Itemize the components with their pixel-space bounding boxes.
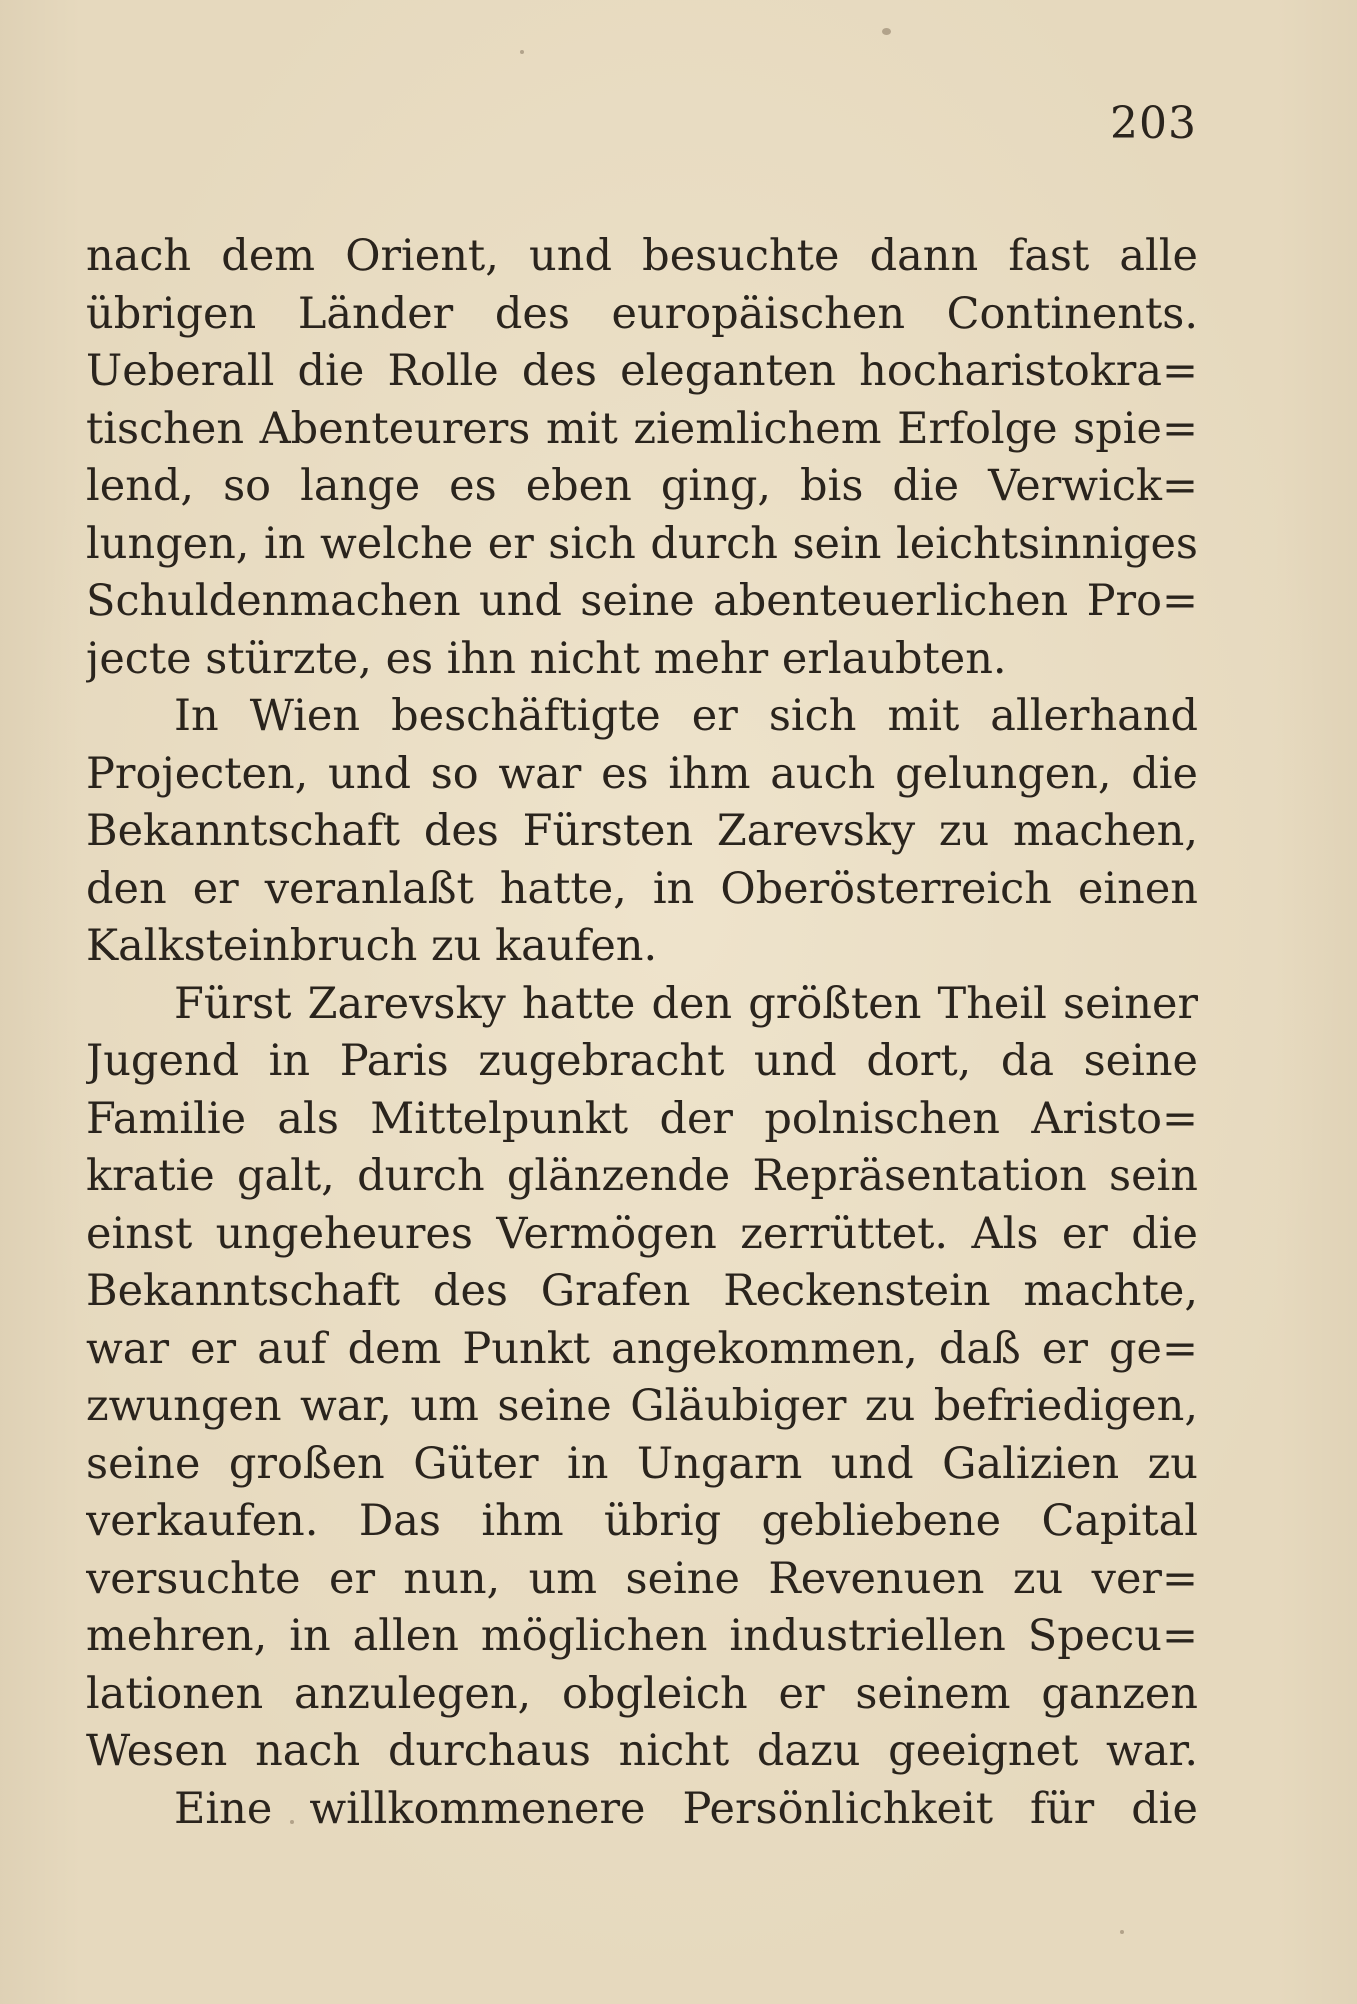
text-line: Eine willkommenere Persönlichkeit für die — [174, 1783, 1198, 1834]
text-line: versuchte er nun, um seine Revenuen zu ver= — [86, 1553, 1198, 1604]
text-line: verkaufen. Das ihm übrig gebliebene Capital — [86, 1496, 1198, 1546]
text-line: Kalksteinbruch zu kaufen. — [86, 921, 658, 971]
text-line: Familie als Mittelpunkt der polnischen Aristo= — [86, 1093, 1198, 1144]
text-line: Wesen nach durchaus nicht dazu geeignet war. — [86, 1726, 1198, 1776]
text-line: Bekanntschaft des Fürsten Zarevsky zu machen, — [86, 806, 1198, 856]
paper-speck — [1120, 1930, 1124, 1934]
body-text — [86, 228, 1198, 1838]
page-number: 203 — [1110, 98, 1197, 149]
text-line: den er veranlaßt hatte, in Oberösterreich einen — [86, 863, 1198, 914]
text-line: mehren, in allen möglichen industriellen Specu= — [86, 1611, 1198, 1661]
text-line: Ueberall die Rolle des eleganten hocharistokra= — [86, 346, 1198, 396]
text-line: seine großen Güter in Ungarn und Galizien zu — [86, 1438, 1198, 1489]
text-line: Schuldenmachen und seine abenteuerlichen Pro= — [86, 576, 1198, 626]
text-line: Fürst Zarevsky hatte den größten Theil seiner — [174, 978, 1198, 1029]
text-line: tischen Abenteurers mit ziemlichem Erfolge spie= — [86, 403, 1198, 454]
text-line: nach dem Orient, und besuchte dann fast alle — [86, 231, 1198, 281]
text-line: war er auf dem Punkt angekommen, daß er ge= — [86, 1323, 1198, 1374]
text-line: Jugend in Paris zugebracht und dort, da seine — [86, 1036, 1198, 1086]
text-line: lungen, in welche er sich durch sein leichtsinniges — [86, 518, 1198, 569]
text-line: übrigen Länder des europäischen Continents. — [86, 288, 1198, 339]
text-line: lationen anzulegen, obgleich er seinem ganzen — [86, 1668, 1198, 1719]
text-line: zwungen war, um seine Gläubiger zu befriedigen, — [86, 1381, 1198, 1431]
paper-speck — [882, 28, 891, 35]
text-line: In Wien beschäftigte er sich mit allerhand — [174, 691, 1198, 741]
text-line: kratie galt, durch glänzende Repräsentation sein — [86, 1151, 1198, 1201]
text-line: Projecten, und so war es ihm auch gelungen, die — [86, 748, 1198, 799]
text-line: jecte stürzte, es ihn nicht mehr erlaubten. — [86, 633, 1007, 684]
paper-speck — [520, 50, 524, 54]
text-line: einst ungeheures Vermögen zerrüttet. Als er die — [86, 1208, 1198, 1259]
text-line: lend, so lange es eben ging, bis die Verwick= — [86, 461, 1198, 511]
text-line: Bekanntschaft des Grafen Reckenstein machte, — [86, 1266, 1198, 1316]
